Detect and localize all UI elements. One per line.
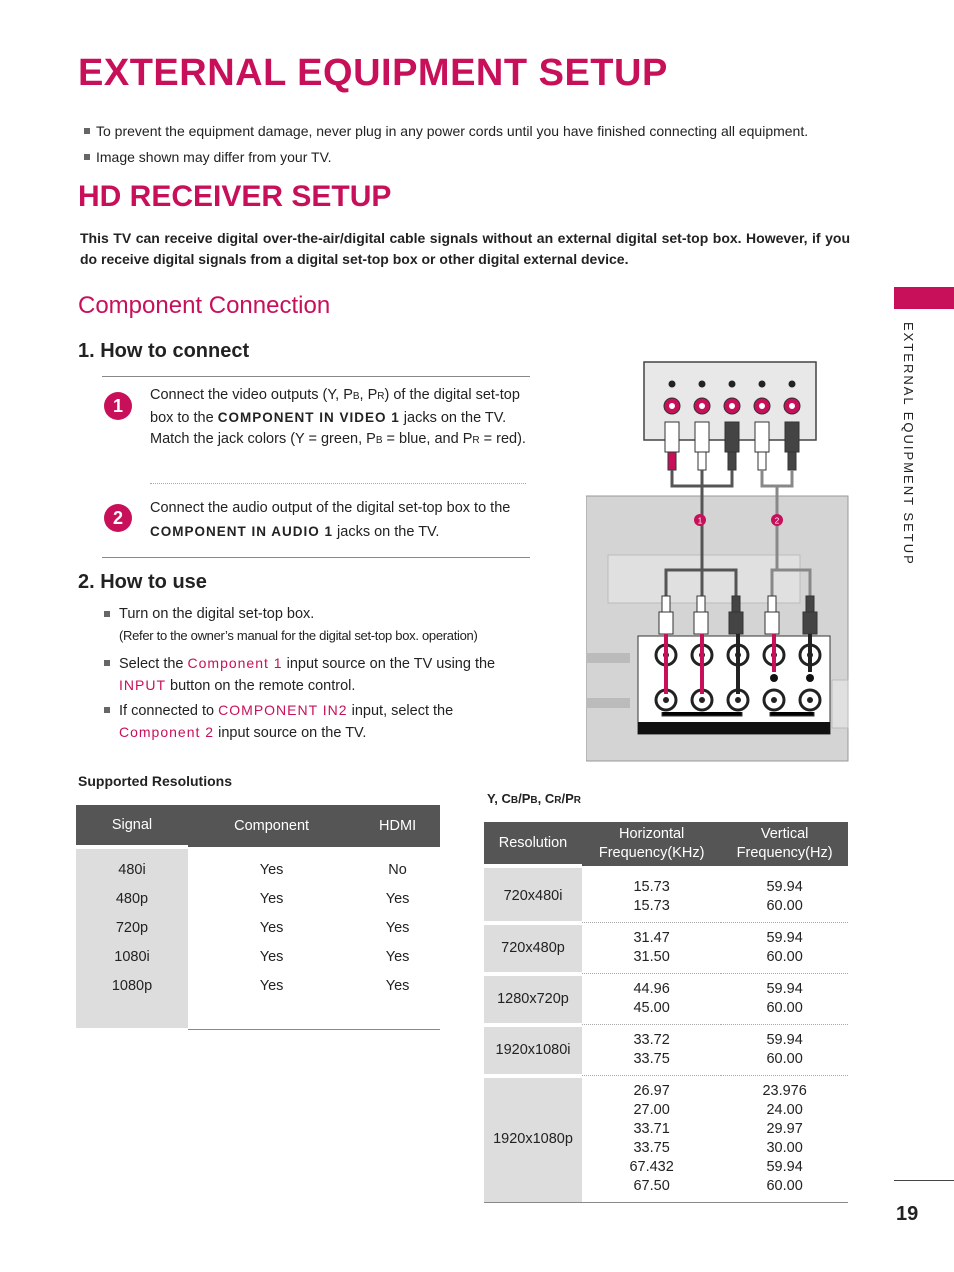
bullet-square-icon [84,128,90,134]
list-item: If connected to COMPONENT IN2 input, select the Component 2 input source on the TV. [104,700,534,744]
step-1-text: Connect the video outputs (Y, PB, PR) of the digital set-top box to the COMPONENT IN VIDEO 1 jacks on the TV. Match the jack colors (Y = green, PB = blue, and PR = red). [150,387,526,447]
page-number: 19 [896,1203,919,1225]
column-header: Component [234,818,310,834]
how-to-use-list [104,604,534,747]
table-header-row [76,805,440,847]
table-header-row [484,822,848,866]
subsection-title: Component Connection [78,292,331,319]
side-tab-marker [894,287,954,309]
page-number-rule [894,1180,954,1181]
tv-panel-slot [586,698,630,708]
list-item: Turn on the digital set-top box. (Refer to the owner’s manual for the digital set-top box. operation) [104,604,534,647]
component-2-label: Component 2 [119,724,215,740]
bullet-square-icon [84,154,90,160]
table-spacer-row [76,1000,440,1030]
table-row: 1080p Yes Yes [76,971,440,1000]
page-title: EXTERNAL EQUIPMENT SETUP [78,52,668,94]
column-header: HDMI [379,818,417,834]
step-2-text: Connect the audio output of the digital set-top box to the COMPONENT IN AUDIO 1 jacks on the TV. [150,500,511,540]
table-spacer-row [76,847,440,855]
side-tab-label: EXTERNAL EQUIPMENT SETUP [901,322,916,566]
frequency-table [484,822,848,1203]
note-item: Image shown may differ from your TV. [84,144,808,170]
table-bottom-rule [76,1030,440,1034]
table-row: 1080i Yes Yes [76,942,440,971]
how-to-use-heading: 2. How to use [78,571,207,593]
supported-resolutions-table [76,805,440,1034]
table-row: 1920x1080i 33.72 33.75 59.94 60.00 [484,1025,848,1076]
column-header: Resolution [498,834,568,851]
table-row: 1280x720p 44.96 45.00 59.94 60.00 [484,974,848,1025]
tv-panel-slot [586,653,630,663]
how-to-connect-heading: 1. How to connect [78,340,250,362]
input-button-label: INPUT [119,677,166,693]
step-2-badge: 2 [104,504,132,532]
bullet-square-icon [104,611,110,617]
list-item: Select the Component 1 input source on the TV using the INPUT button on the remote control. [104,653,534,697]
cable-marker-1-text: 1 [697,516,703,526]
tv-panel-edge [832,680,848,728]
table-row: 480p Yes Yes [76,884,440,913]
cable-marker-2-text: 2 [774,516,780,526]
supported-resolutions-label: Supported Resolutions [78,773,232,789]
connection-diagram [586,360,850,762]
component-in2-label: COMPONENT IN2 [218,702,348,718]
bullet-square-icon [104,707,110,713]
divider [102,557,530,558]
jack-group-brackets [662,712,814,716]
intro-paragraph: This TV can receive digital over-the-air/digital cable signals without an external digital set-top box. However, if you do receive digital signals from a digital set-top box or other digital external device. [80,230,850,267]
table-row: 720x480i 15.73 15.73 59.94 60.00 [484,872,848,923]
bullet-square-icon [104,660,110,666]
tv-jack-panel-bar [638,722,830,734]
component-1-label: Component 1 [187,655,283,671]
step-1-badge: 1 [104,392,132,420]
frequency-table-label: Y, CB/PB, CR/PR [487,791,581,806]
divider [102,376,530,377]
section-title: HD RECEIVER SETUP [78,180,392,213]
note-item: To prevent the equipment damage, never plug in any power cords until you have finished connecting all equipment. [84,118,808,144]
table-row: 480i Yes No [76,855,440,884]
notes-list [84,118,808,170]
column-header: Horizontal Frequency(KHz) [598,826,705,861]
column-header: Vertical Frequency(Hz) [736,826,833,861]
table-row: 720x480p 31.47 31.50 59.94 60.00 [484,923,848,974]
table-row: 1920x1080p 26.97 27.00 33.71 33.75 67.432 67.50 23.976 24.00 29.97 30.00 59.94 60.00 [484,1076,848,1203]
column-header: Signal [111,817,153,833]
dotted-divider [150,483,526,484]
component-in-video-1-label: COMPONENT IN VIDEO 1 [217,410,400,425]
component-in-audio-1-label: COMPONENT IN AUDIO 1 [150,524,334,539]
table-row: 720p Yes Yes [76,913,440,942]
